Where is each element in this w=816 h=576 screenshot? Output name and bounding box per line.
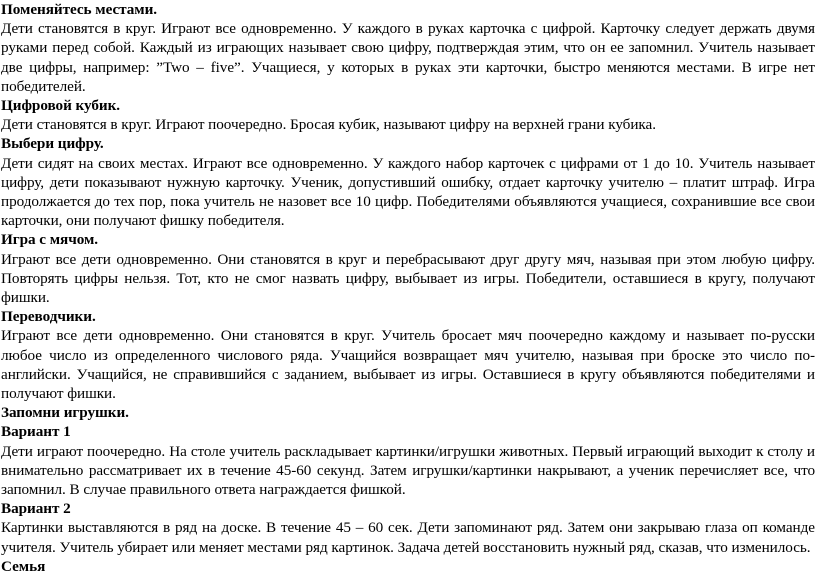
- section-text-translators: Играют все дети одновременно. Они становятся в круг. Учитель бросает мяч поочередно каждому и называет по-русски любое число из определенного числового ряда. Учащийся возвращает мяч учителю, называя при броске это число по-английски. Учащийся, не справившийся с заданием, выбывает из игры. Оставшиеся в кругу объявляются победителями и получают фишки.: [1, 327, 815, 403]
- section-text-ball-game: Играют все дети одновременно. Они становятся в круг и перебрасывают друг другу мяч, называя при этом любую цифру. Повторять цифры нельзя. Тот, кто не смог назвать цифру, выбывает из игры. Победители, оставшиеся в кругу, получают фишки.: [1, 250, 815, 307]
- section-heading-variant-2: Вариант 2: [1, 500, 71, 518]
- section-heading-ball-game: Игра с мячом.: [1, 231, 99, 249]
- section-heading-family: Семья: [1, 557, 46, 575]
- section-text-choose-number: Дети сидят на своих местах. Играют все одновременно. У каждого набор карточек с цифрами от 1 до 10. Учитель называет цифру, дети показывают нужную карточку. Ученик, допустивший ошибку, отдает карточку учителю – платит штраф. Игра продолжается до тех пор, пока учитель не назовет все 10 цифр. Победителями объявляются учащиеся, сохранившие все свои карточки, они получают фишку победителя.: [1, 154, 815, 230]
- section-text-variant-2: Картинки выставляются в ряд на доске. В течение 45 – 60 сек. Дети запоминают ряд. Затем они закрываю глаза оп команде учителя. Учитель убирает или меняет местами ряд картинок. Задача детей восстановить нужный ряд, сказав, что изменилось.: [1, 519, 815, 556]
- section-text-number-cube: Дети становятся в круг. Играют поочередно. Бросая кубик, называют цифру на верхней грани кубика.: [1, 116, 656, 134]
- section-heading-choose-number: Выбери цифру.: [1, 135, 104, 153]
- section-heading-remember-toys: Запомни игрушки.: [1, 404, 129, 422]
- section-heading-variant-1: Вариант 1: [1, 423, 71, 441]
- section-text-swap-places: Дети становятся в круг. Играют все одновременно. У каждого в руках карточка с цифрой. Карточку следует держать двумя руками перед собой. Каждый из играющих называет свою цифру, подтверждая этим, что он ее запомнил. Учитель называет две цифры, например: ”Two – five”. Учащиеся, у которых в руках эти карточки, быстро меняются местами. В игре нет победителей.: [1, 20, 815, 95]
- section-heading-translators: Переводчики.: [1, 308, 96, 326]
- section-heading-number-cube: Цифровой кубик.: [1, 97, 121, 115]
- section-text-variant-1: Дети играют поочередно. На столе учитель раскладывает картинки/игрушки животных. Первый играющий выходит к столу и внимательно рассматривает их в течение 45-60 секунд. Затем игрушки/картинки накрывают, а ученик перечисляет все, что запомнил. В случае правильного ответа награждается фишкой.: [1, 442, 815, 499]
- section-heading-swap-places: Поменяйтесь местами.: [1, 1, 158, 18]
